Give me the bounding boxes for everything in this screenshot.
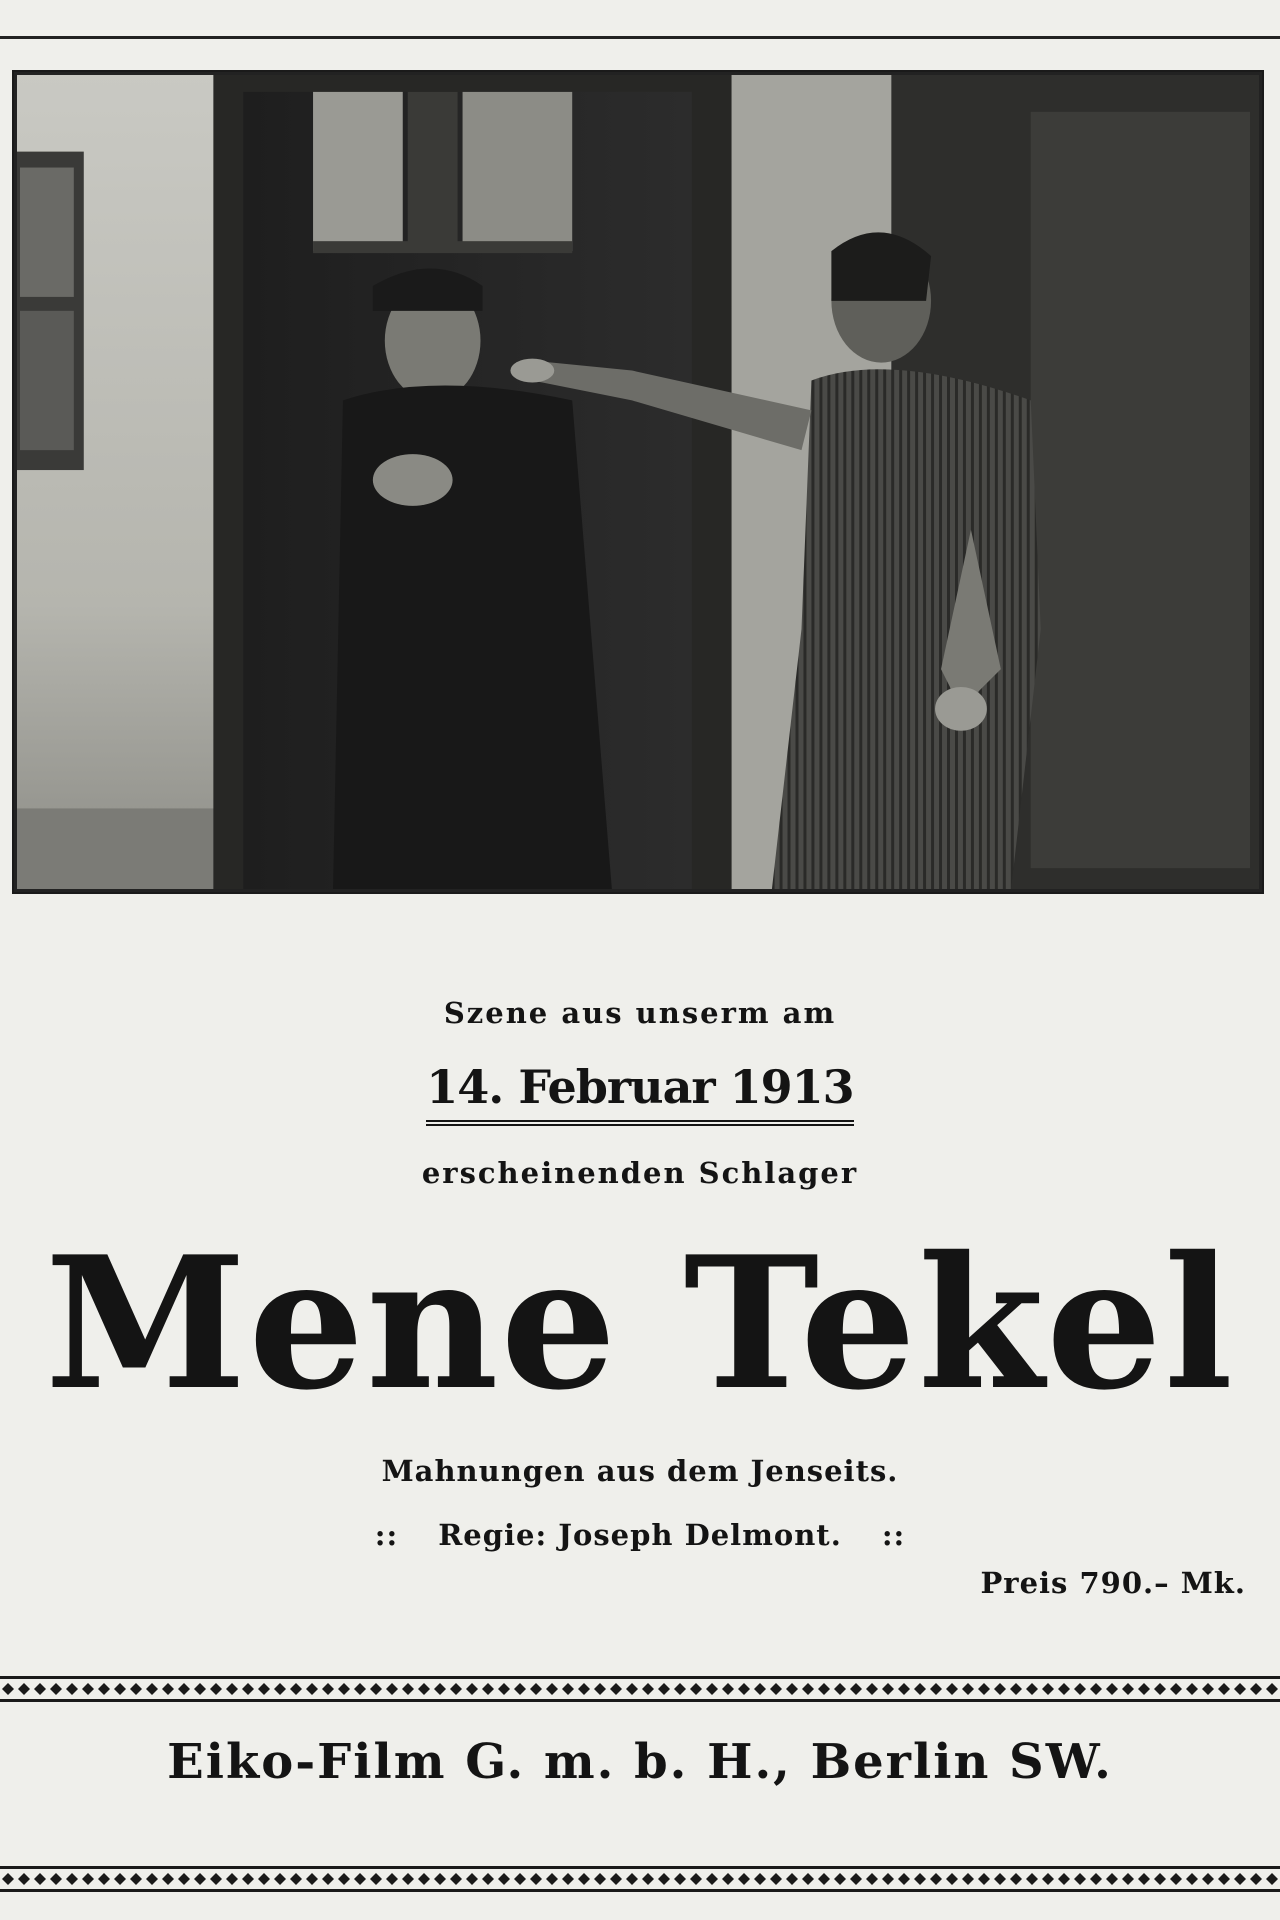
release-date (0, 1060, 1280, 1126)
ornament-border-top (0, 1676, 1280, 1702)
company-name: Eiko-Film G. m. b. H., Berlin SW. (167, 1734, 1113, 1790)
separator-right: :: (881, 1518, 906, 1552)
ornament-rule (0, 1889, 1280, 1892)
director-credit (0, 1518, 1280, 1552)
film-still-image (12, 70, 1264, 894)
film-subtitle: Mahnungen aus dem Jenseits. (381, 1454, 899, 1488)
separator-left: :: (374, 1518, 399, 1552)
ornament-rule (0, 1699, 1280, 1702)
price-label: Preis 790.– Mk. (980, 1566, 1246, 1600)
caption-scene-line: Szene aus unserm am (443, 996, 837, 1030)
director-text: Regie: Joseph Delmont. (438, 1518, 842, 1552)
release-date-text: 14. Februar 1913 (426, 1060, 853, 1126)
film-title: Mene Tekel (44, 1216, 1236, 1430)
film-still-illustration (14, 72, 1262, 892)
caption-hit-line: erscheinenden Schlager (421, 1156, 859, 1190)
top-rule (0, 36, 1280, 39)
ornament-border-bottom (0, 1866, 1280, 1892)
